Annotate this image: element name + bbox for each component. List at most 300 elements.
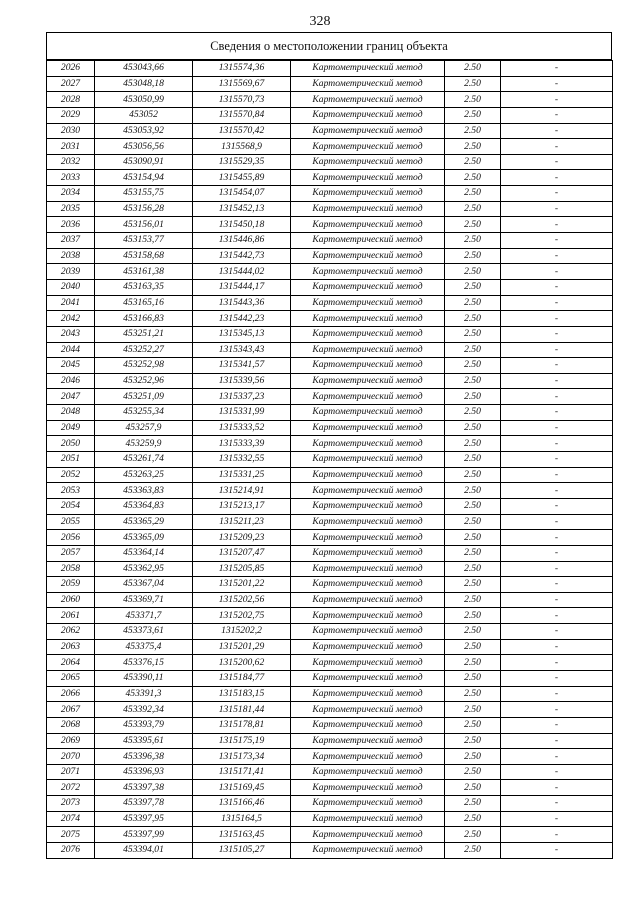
table-row xyxy=(47,498,613,514)
table-row xyxy=(47,311,613,327)
accuracy-cell: 2.50 xyxy=(445,530,501,546)
method-cell: Картометрический метод xyxy=(291,717,445,733)
point-number-cell: 2057 xyxy=(47,545,95,561)
table-row xyxy=(47,577,613,593)
method-cell: Картометрический метод xyxy=(291,624,445,640)
description-cell: - xyxy=(501,201,613,217)
table-row xyxy=(47,530,613,546)
point-number-cell: 2045 xyxy=(47,358,95,374)
point-number-cell: 2037 xyxy=(47,233,95,249)
accuracy-cell: 2.50 xyxy=(445,764,501,780)
x-coordinate-cell: 453153,77 xyxy=(95,233,193,249)
y-coordinate-cell: 1315455,89 xyxy=(193,170,291,186)
point-number-cell: 2032 xyxy=(47,154,95,170)
description-cell: - xyxy=(501,702,613,718)
y-coordinate-cell: 1315333,39 xyxy=(193,436,291,452)
y-coordinate-cell: 1315574,36 xyxy=(193,61,291,77)
accuracy-cell: 2.50 xyxy=(445,670,501,686)
table-row xyxy=(47,843,613,859)
accuracy-cell: 2.50 xyxy=(445,498,501,514)
x-coordinate-cell: 453252,96 xyxy=(95,373,193,389)
x-coordinate-cell: 453392,34 xyxy=(95,702,193,718)
table-row xyxy=(47,76,613,92)
table-row xyxy=(47,61,613,77)
point-number-cell: 2051 xyxy=(47,452,95,468)
description-cell: - xyxy=(501,123,613,139)
y-coordinate-cell: 1315442,23 xyxy=(193,311,291,327)
point-number-cell: 2076 xyxy=(47,843,95,859)
x-coordinate-cell: 453367,04 xyxy=(95,577,193,593)
table-row xyxy=(47,467,613,483)
y-coordinate-cell: 1315184,77 xyxy=(193,670,291,686)
point-number-cell: 2063 xyxy=(47,639,95,655)
accuracy-cell: 2.50 xyxy=(445,279,501,295)
point-number-cell: 2041 xyxy=(47,295,95,311)
y-coordinate-cell: 1315171,41 xyxy=(193,764,291,780)
point-number-cell: 2065 xyxy=(47,670,95,686)
accuracy-cell: 2.50 xyxy=(445,702,501,718)
description-cell: - xyxy=(501,530,613,546)
description-cell: - xyxy=(501,233,613,249)
table-row xyxy=(47,405,613,421)
x-coordinate-cell: 453043,66 xyxy=(95,61,193,77)
method-cell: Картометрический метод xyxy=(291,655,445,671)
description-cell: - xyxy=(501,827,613,843)
x-coordinate-cell: 453056,56 xyxy=(95,139,193,155)
table-row xyxy=(47,655,613,671)
x-coordinate-cell: 453390,11 xyxy=(95,670,193,686)
method-cell: Картометрический метод xyxy=(291,592,445,608)
x-coordinate-cell: 453263,25 xyxy=(95,467,193,483)
method-cell: Картометрический метод xyxy=(291,514,445,530)
table-row xyxy=(47,514,613,530)
table-row xyxy=(47,733,613,749)
accuracy-cell: 2.50 xyxy=(445,483,501,499)
point-number-cell: 2050 xyxy=(47,436,95,452)
method-cell: Картометрический метод xyxy=(291,483,445,499)
point-number-cell: 2033 xyxy=(47,170,95,186)
x-coordinate-cell: 453257,9 xyxy=(95,420,193,436)
description-cell: - xyxy=(501,217,613,233)
point-number-cell: 2054 xyxy=(47,498,95,514)
point-number-cell: 2073 xyxy=(47,796,95,812)
table-row xyxy=(47,452,613,468)
x-coordinate-cell: 453396,38 xyxy=(95,749,193,765)
description-cell: - xyxy=(501,780,613,796)
accuracy-cell: 2.50 xyxy=(445,733,501,749)
x-coordinate-cell: 453048,18 xyxy=(95,76,193,92)
y-coordinate-cell: 1315331,25 xyxy=(193,467,291,483)
description-cell: - xyxy=(501,61,613,77)
description-cell: - xyxy=(501,467,613,483)
accuracy-cell: 2.50 xyxy=(445,295,501,311)
point-number-cell: 2027 xyxy=(47,76,95,92)
method-cell: Картометрический метод xyxy=(291,295,445,311)
y-coordinate-cell: 1315181,44 xyxy=(193,702,291,718)
y-coordinate-cell: 1315202,2 xyxy=(193,624,291,640)
table-row xyxy=(47,686,613,702)
x-coordinate-cell: 453397,95 xyxy=(95,811,193,827)
method-cell: Картометрический метод xyxy=(291,107,445,123)
point-number-cell: 2058 xyxy=(47,561,95,577)
point-number-cell: 2030 xyxy=(47,123,95,139)
point-number-cell: 2049 xyxy=(47,420,95,436)
x-coordinate-cell: 453155,75 xyxy=(95,186,193,202)
method-cell: Картометрический метод xyxy=(291,545,445,561)
table-row xyxy=(47,170,613,186)
accuracy-cell: 2.50 xyxy=(445,201,501,217)
table-row xyxy=(47,295,613,311)
description-cell: - xyxy=(501,498,613,514)
y-coordinate-cell: 1315201,22 xyxy=(193,577,291,593)
point-number-cell: 2060 xyxy=(47,592,95,608)
y-coordinate-cell: 1315175,19 xyxy=(193,733,291,749)
accuracy-cell: 2.50 xyxy=(445,436,501,452)
method-cell: Картометрический метод xyxy=(291,154,445,170)
accuracy-cell: 2.50 xyxy=(445,264,501,280)
y-coordinate-cell: 1315173,34 xyxy=(193,749,291,765)
accuracy-cell: 2.50 xyxy=(445,561,501,577)
y-coordinate-cell: 1315570,73 xyxy=(193,92,291,108)
y-coordinate-cell: 1315163,45 xyxy=(193,827,291,843)
x-coordinate-cell: 453255,34 xyxy=(95,405,193,421)
table-row xyxy=(47,608,613,624)
table-row xyxy=(47,123,613,139)
description-cell: - xyxy=(501,639,613,655)
point-number-cell: 2029 xyxy=(47,107,95,123)
point-number-cell: 2074 xyxy=(47,811,95,827)
method-cell: Картометрический метод xyxy=(291,233,445,249)
accuracy-cell: 2.50 xyxy=(445,61,501,77)
method-cell: Картометрический метод xyxy=(291,279,445,295)
x-coordinate-cell: 453156,01 xyxy=(95,217,193,233)
point-number-cell: 2034 xyxy=(47,186,95,202)
description-cell: - xyxy=(501,608,613,624)
y-coordinate-cell: 1315570,42 xyxy=(193,123,291,139)
y-coordinate-cell: 1315569,67 xyxy=(193,76,291,92)
accuracy-cell: 2.50 xyxy=(445,717,501,733)
y-coordinate-cell: 1315341,57 xyxy=(193,358,291,374)
description-cell: - xyxy=(501,107,613,123)
method-cell: Картометрический метод xyxy=(291,217,445,233)
x-coordinate-cell: 453371,7 xyxy=(95,608,193,624)
table-row xyxy=(47,233,613,249)
description-cell: - xyxy=(501,561,613,577)
table-row xyxy=(47,186,613,202)
y-coordinate-cell: 1315443,36 xyxy=(193,295,291,311)
table-row xyxy=(47,545,613,561)
x-coordinate-cell: 453052 xyxy=(95,107,193,123)
description-cell: - xyxy=(501,592,613,608)
x-coordinate-cell: 453259,9 xyxy=(95,436,193,452)
x-coordinate-cell: 453391,3 xyxy=(95,686,193,702)
point-number-cell: 2026 xyxy=(47,61,95,77)
table-row xyxy=(47,358,613,374)
method-cell: Картометрический метод xyxy=(291,326,445,342)
y-coordinate-cell: 1315213,17 xyxy=(193,498,291,514)
accuracy-cell: 2.50 xyxy=(445,373,501,389)
accuracy-cell: 2.50 xyxy=(445,514,501,530)
description-cell: - xyxy=(501,843,613,859)
method-cell: Картометрический метод xyxy=(291,639,445,655)
description-cell: - xyxy=(501,796,613,812)
description-cell: - xyxy=(501,545,613,561)
table-title: Сведения о местоположении границ объекта xyxy=(46,32,612,60)
point-number-cell: 2053 xyxy=(47,483,95,499)
description-cell: - xyxy=(501,76,613,92)
point-number-cell: 2052 xyxy=(47,467,95,483)
x-coordinate-cell: 453369,71 xyxy=(95,592,193,608)
table-row xyxy=(47,107,613,123)
method-cell: Картометрический метод xyxy=(291,827,445,843)
description-cell: - xyxy=(501,342,613,358)
method-cell: Картометрический метод xyxy=(291,530,445,546)
y-coordinate-cell: 1315202,75 xyxy=(193,608,291,624)
description-cell: - xyxy=(501,295,613,311)
point-number-cell: 2070 xyxy=(47,749,95,765)
accuracy-cell: 2.50 xyxy=(445,655,501,671)
method-cell: Картометрический метод xyxy=(291,764,445,780)
table-row xyxy=(47,827,613,843)
description-cell: - xyxy=(501,811,613,827)
table-row xyxy=(47,764,613,780)
accuracy-cell: 2.50 xyxy=(445,545,501,561)
x-coordinate-cell: 453252,98 xyxy=(95,358,193,374)
description-cell: - xyxy=(501,279,613,295)
point-number-cell: 2043 xyxy=(47,326,95,342)
point-number-cell: 2061 xyxy=(47,608,95,624)
accuracy-cell: 2.50 xyxy=(445,405,501,421)
table-row xyxy=(47,154,613,170)
table-row xyxy=(47,670,613,686)
description-cell: - xyxy=(501,452,613,468)
y-coordinate-cell: 1315442,73 xyxy=(193,248,291,264)
accuracy-cell: 2.50 xyxy=(445,796,501,812)
accuracy-cell: 2.50 xyxy=(445,107,501,123)
table-row xyxy=(47,248,613,264)
method-cell: Картометрический метод xyxy=(291,420,445,436)
method-cell: Картометрический метод xyxy=(291,139,445,155)
x-coordinate-cell: 453362,95 xyxy=(95,561,193,577)
accuracy-cell: 2.50 xyxy=(445,608,501,624)
method-cell: Картометрический метод xyxy=(291,608,445,624)
y-coordinate-cell: 1315166,46 xyxy=(193,796,291,812)
table-row xyxy=(47,811,613,827)
method-cell: Картометрический метод xyxy=(291,843,445,859)
y-coordinate-cell: 1315446,86 xyxy=(193,233,291,249)
y-coordinate-cell: 1315570,84 xyxy=(193,107,291,123)
x-coordinate-cell: 453163,35 xyxy=(95,279,193,295)
point-number-cell: 2067 xyxy=(47,702,95,718)
description-cell: - xyxy=(501,764,613,780)
table-row xyxy=(47,389,613,405)
x-coordinate-cell: 453165,16 xyxy=(95,295,193,311)
method-cell: Картометрический метод xyxy=(291,264,445,280)
accuracy-cell: 2.50 xyxy=(445,311,501,327)
description-cell: - xyxy=(501,358,613,374)
description-cell: - xyxy=(501,420,613,436)
accuracy-cell: 2.50 xyxy=(445,326,501,342)
point-number-cell: 2040 xyxy=(47,279,95,295)
y-coordinate-cell: 1315214,91 xyxy=(193,483,291,499)
coordinates-table xyxy=(46,60,613,859)
y-coordinate-cell: 1315205,85 xyxy=(193,561,291,577)
method-cell: Картометрический метод xyxy=(291,358,445,374)
accuracy-cell: 2.50 xyxy=(445,827,501,843)
y-coordinate-cell: 1315444,02 xyxy=(193,264,291,280)
point-number-cell: 2047 xyxy=(47,389,95,405)
accuracy-cell: 2.50 xyxy=(445,639,501,655)
description-cell: - xyxy=(501,686,613,702)
method-cell: Картометрический метод xyxy=(291,342,445,358)
description-cell: - xyxy=(501,154,613,170)
y-coordinate-cell: 1315332,55 xyxy=(193,452,291,468)
x-coordinate-cell: 453158,68 xyxy=(95,248,193,264)
table-row xyxy=(47,92,613,108)
method-cell: Картометрический метод xyxy=(291,811,445,827)
accuracy-cell: 2.50 xyxy=(445,154,501,170)
x-coordinate-cell: 453397,78 xyxy=(95,796,193,812)
x-coordinate-cell: 453376,15 xyxy=(95,655,193,671)
table-row xyxy=(47,561,613,577)
point-number-cell: 2075 xyxy=(47,827,95,843)
x-coordinate-cell: 453397,38 xyxy=(95,780,193,796)
point-number-cell: 2056 xyxy=(47,530,95,546)
table-row xyxy=(47,201,613,217)
accuracy-cell: 2.50 xyxy=(445,749,501,765)
x-coordinate-cell: 453375,4 xyxy=(95,639,193,655)
y-coordinate-cell: 1315200,62 xyxy=(193,655,291,671)
description-cell: - xyxy=(501,577,613,593)
point-number-cell: 2066 xyxy=(47,686,95,702)
accuracy-cell: 2.50 xyxy=(445,592,501,608)
accuracy-cell: 2.50 xyxy=(445,452,501,468)
description-cell: - xyxy=(501,733,613,749)
table-row xyxy=(47,780,613,796)
accuracy-cell: 2.50 xyxy=(445,467,501,483)
x-coordinate-cell: 453396,93 xyxy=(95,764,193,780)
method-cell: Картометрический метод xyxy=(291,561,445,577)
y-coordinate-cell: 1315450,18 xyxy=(193,217,291,233)
point-number-cell: 2028 xyxy=(47,92,95,108)
y-coordinate-cell: 1315343,43 xyxy=(193,342,291,358)
x-coordinate-cell: 453365,29 xyxy=(95,514,193,530)
method-cell: Картометрический метод xyxy=(291,498,445,514)
accuracy-cell: 2.50 xyxy=(445,843,501,859)
y-coordinate-cell: 1315169,45 xyxy=(193,780,291,796)
y-coordinate-cell: 1315452,13 xyxy=(193,201,291,217)
method-cell: Картометрический метод xyxy=(291,733,445,749)
description-cell: - xyxy=(501,186,613,202)
method-cell: Картометрический метод xyxy=(291,405,445,421)
description-cell: - xyxy=(501,436,613,452)
table-row xyxy=(47,639,613,655)
accuracy-cell: 2.50 xyxy=(445,358,501,374)
table-row xyxy=(47,624,613,640)
x-coordinate-cell: 453050,99 xyxy=(95,92,193,108)
point-number-cell: 2031 xyxy=(47,139,95,155)
y-coordinate-cell: 1315337,23 xyxy=(193,389,291,405)
x-coordinate-cell: 453251,09 xyxy=(95,389,193,405)
table-row xyxy=(47,592,613,608)
y-coordinate-cell: 1315183,15 xyxy=(193,686,291,702)
description-cell: - xyxy=(501,248,613,264)
coordinates-table-body xyxy=(47,61,613,859)
point-number-cell: 2069 xyxy=(47,733,95,749)
y-coordinate-cell: 1315207,47 xyxy=(193,545,291,561)
description-cell: - xyxy=(501,326,613,342)
accuracy-cell: 2.50 xyxy=(445,624,501,640)
point-number-cell: 2035 xyxy=(47,201,95,217)
method-cell: Картометрический метод xyxy=(291,123,445,139)
description-cell: - xyxy=(501,264,613,280)
description-cell: - xyxy=(501,514,613,530)
point-number-cell: 2059 xyxy=(47,577,95,593)
method-cell: Картометрический метод xyxy=(291,436,445,452)
description-cell: - xyxy=(501,405,613,421)
method-cell: Картометрический метод xyxy=(291,311,445,327)
method-cell: Картометрический метод xyxy=(291,389,445,405)
y-coordinate-cell: 1315201,29 xyxy=(193,639,291,655)
method-cell: Картометрический метод xyxy=(291,248,445,264)
table-row xyxy=(47,717,613,733)
table-row xyxy=(47,749,613,765)
point-number-cell: 2039 xyxy=(47,264,95,280)
point-number-cell: 2062 xyxy=(47,624,95,640)
y-coordinate-cell: 1315454,07 xyxy=(193,186,291,202)
accuracy-cell: 2.50 xyxy=(445,170,501,186)
method-cell: Картометрический метод xyxy=(291,92,445,108)
accuracy-cell: 2.50 xyxy=(445,780,501,796)
x-coordinate-cell: 453365,09 xyxy=(95,530,193,546)
point-number-cell: 2046 xyxy=(47,373,95,389)
description-cell: - xyxy=(501,92,613,108)
method-cell: Картометрический метод xyxy=(291,796,445,812)
point-number-cell: 2068 xyxy=(47,717,95,733)
x-coordinate-cell: 453395,61 xyxy=(95,733,193,749)
accuracy-cell: 2.50 xyxy=(445,123,501,139)
table-row xyxy=(47,436,613,452)
point-number-cell: 2048 xyxy=(47,405,95,421)
method-cell: Картометрический метод xyxy=(291,749,445,765)
method-cell: Картометрический метод xyxy=(291,373,445,389)
method-cell: Картометрический метод xyxy=(291,186,445,202)
method-cell: Картометрический метод xyxy=(291,467,445,483)
accuracy-cell: 2.50 xyxy=(445,389,501,405)
table-row xyxy=(47,139,613,155)
accuracy-cell: 2.50 xyxy=(445,186,501,202)
x-coordinate-cell: 453161,38 xyxy=(95,264,193,280)
x-coordinate-cell: 453397,99 xyxy=(95,827,193,843)
point-number-cell: 2042 xyxy=(47,311,95,327)
accuracy-cell: 2.50 xyxy=(445,139,501,155)
description-cell: - xyxy=(501,139,613,155)
point-number-cell: 2072 xyxy=(47,780,95,796)
y-coordinate-cell: 1315211,23 xyxy=(193,514,291,530)
y-coordinate-cell: 1315331,99 xyxy=(193,405,291,421)
description-cell: - xyxy=(501,170,613,186)
x-coordinate-cell: 453394,01 xyxy=(95,843,193,859)
y-coordinate-cell: 1315568,9 xyxy=(193,139,291,155)
accuracy-cell: 2.50 xyxy=(445,811,501,827)
table-row xyxy=(47,342,613,358)
x-coordinate-cell: 453393,79 xyxy=(95,717,193,733)
accuracy-cell: 2.50 xyxy=(445,248,501,264)
x-coordinate-cell: 453156,28 xyxy=(95,201,193,217)
method-cell: Картометрический метод xyxy=(291,452,445,468)
x-coordinate-cell: 453154,94 xyxy=(95,170,193,186)
table-row xyxy=(47,373,613,389)
